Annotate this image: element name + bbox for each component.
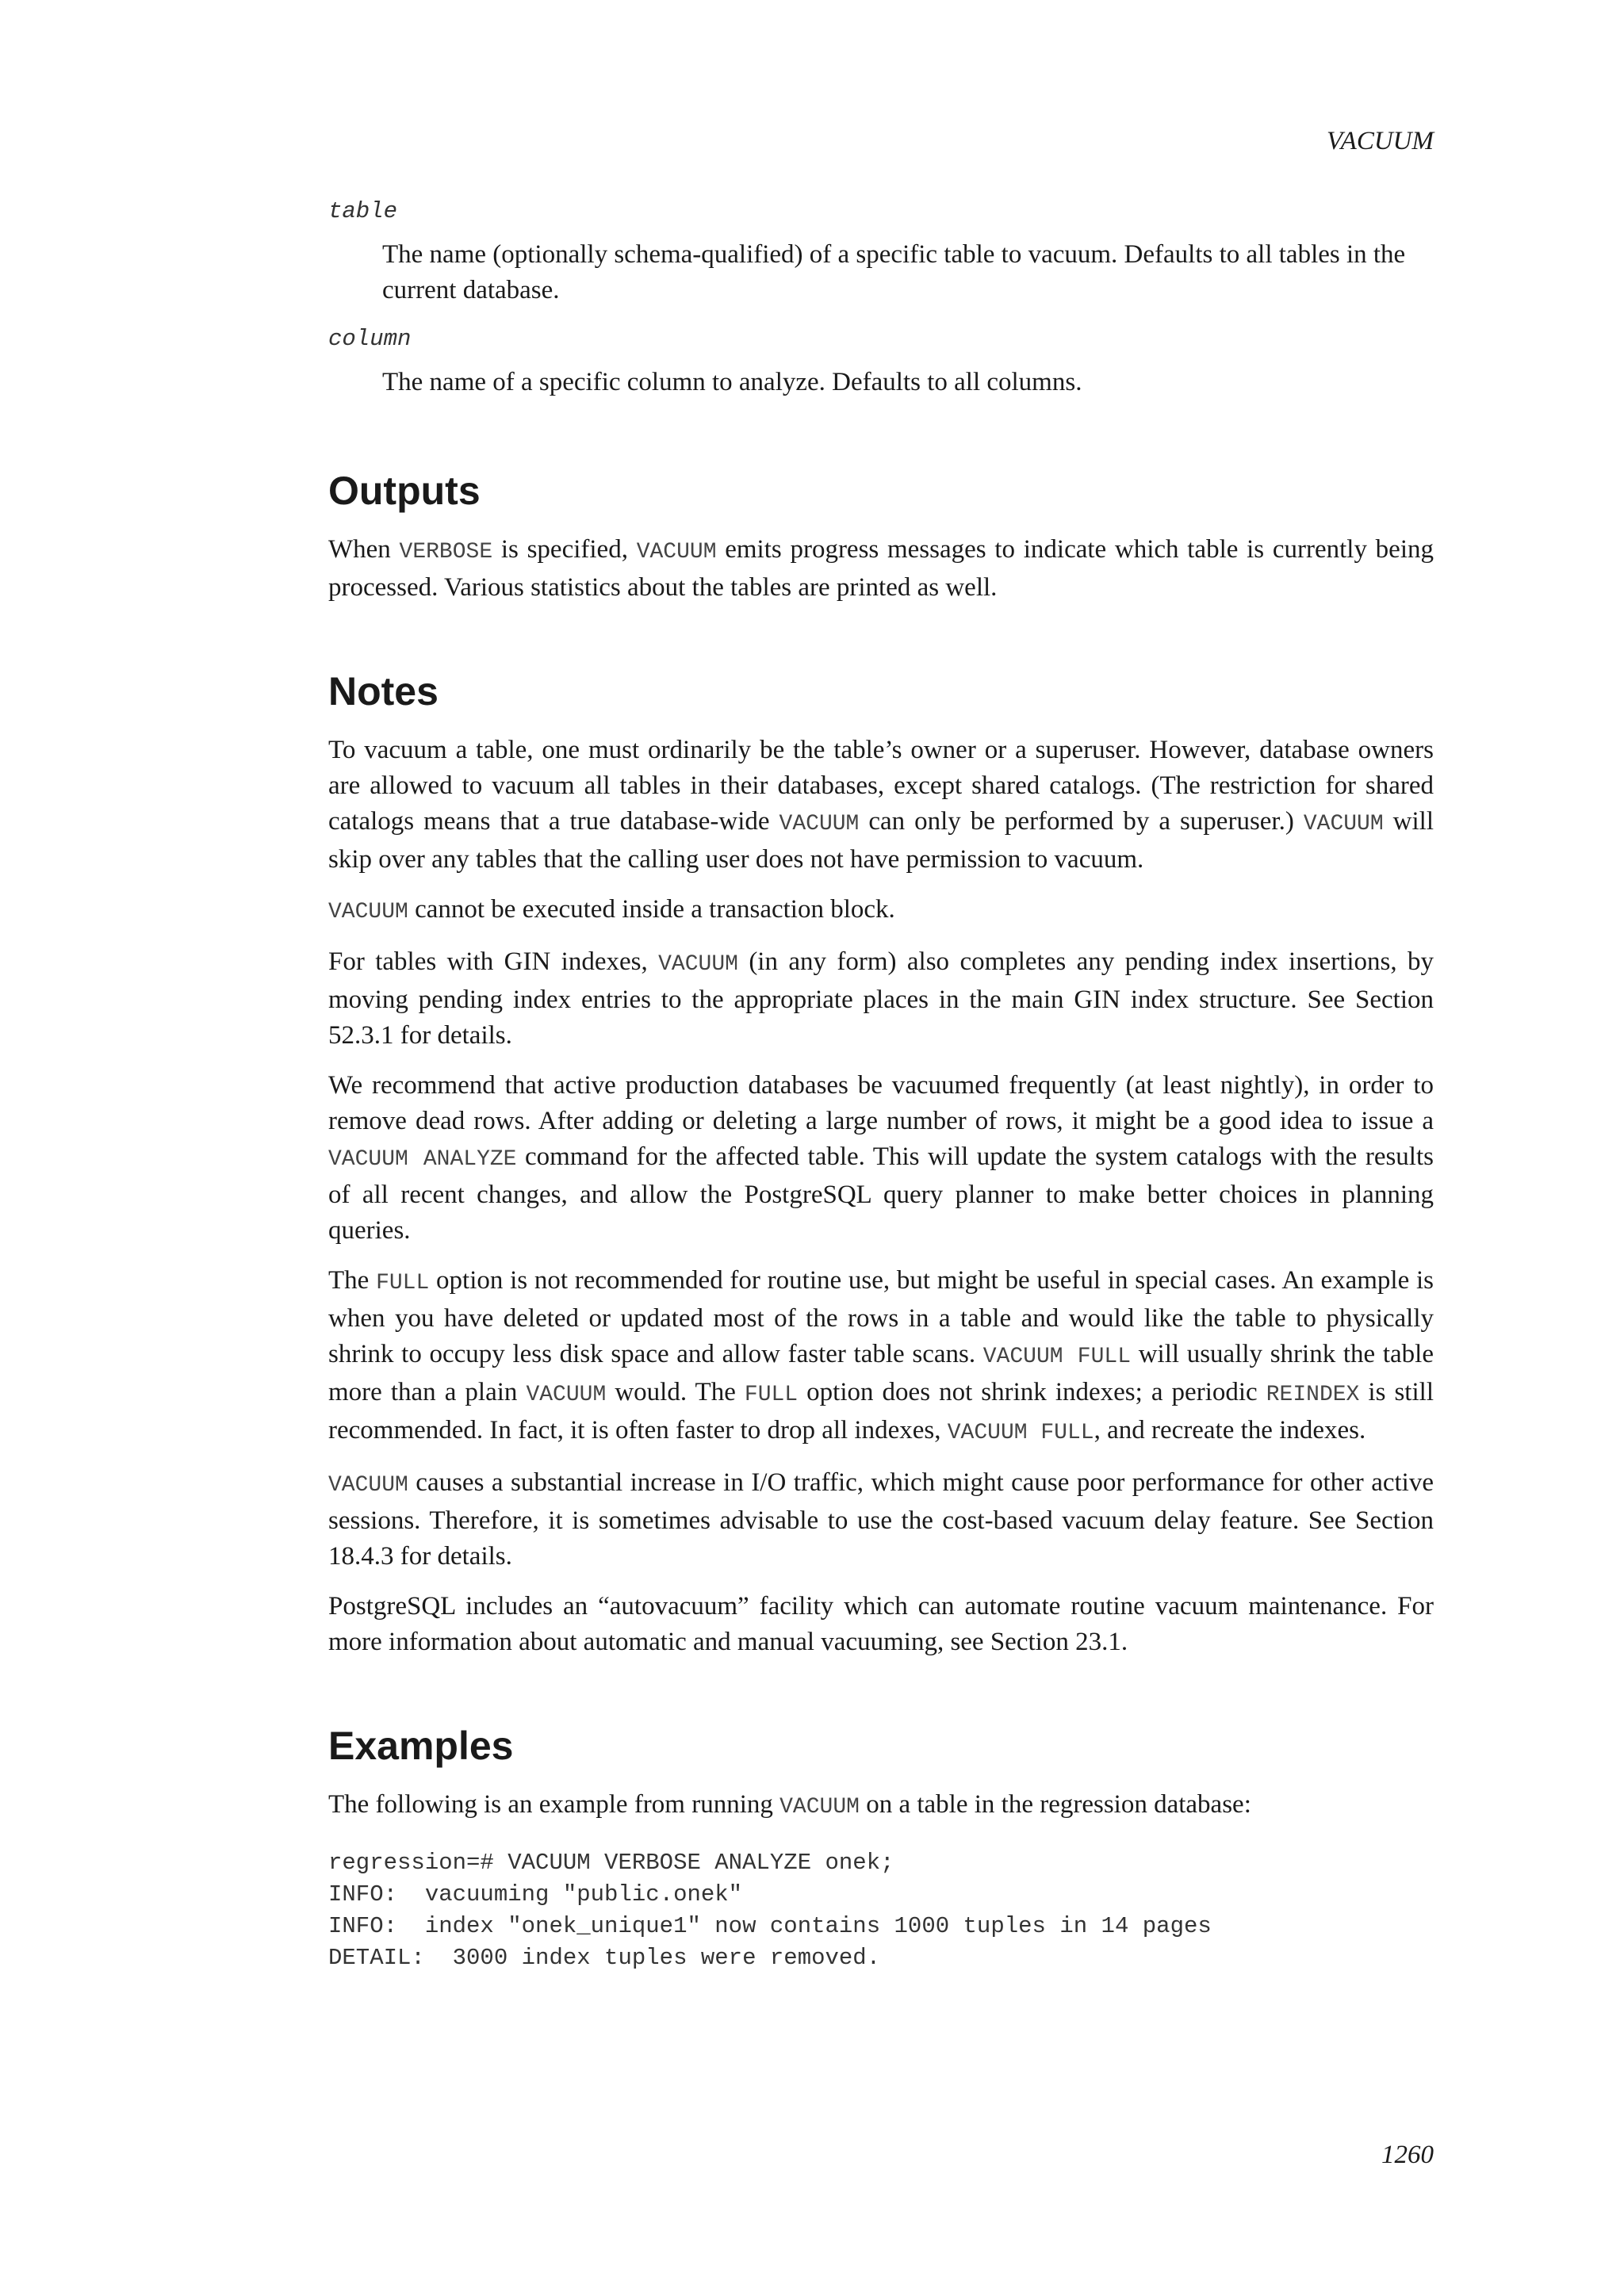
code-line: INFO: index "onek_unique1" now contains 1000 tuples in 14 pages	[328, 1913, 1212, 1939]
param-term-table: table	[328, 198, 398, 224]
page-number: 1260	[1381, 2141, 1434, 2169]
examples-heading: Examples	[328, 1724, 514, 1768]
outputs-paragraph: When VERBOSE is specified, VACUUM emits progress messages to indicate which table is currently being processed. Various statistics about the tables are printed as well.	[328, 535, 1434, 602]
notes-paragraph-3: For tables with GIN indexes, VACUUM (in any form) also completes any pending index insertions, by moving pending index entries to the appropriate places in the main GIN index structure. See Section 52.3.1 for details.	[328, 947, 1434, 1050]
examples-paragraph: The following is an example from running VACUUM on a table in the regression database:	[328, 1790, 1251, 1820]
notes-paragraph-1: To vacuum a table, one must ordinarily be the table’s owner or a superuser. However, database owners are allowed to vacuum all tables in their databases, except shared catalogs. (The restriction for shared catalogs means that a true database-wide VACUUM can only be performed by a superuser.) VACUUM will skip over any tables that the calling user does not have permission to vacuum.	[328, 736, 1434, 874]
notes-heading: Notes	[328, 669, 439, 714]
outputs-heading: Outputs	[328, 469, 481, 513]
param-desc-table: The name (optionally schema-qualified) of a specific table to vacuum. Defaults to all tables in the current database.	[382, 240, 1406, 304]
notes-paragraph-5: The FULL option is not recommended for routine use, but might be useful in special cases. An example is when you have deleted or updated most of the rows in a table and would like the table to physically shrink to occupy less disk space and allow faster table scans. VACUUM FULL will usually shrink the table more than a plain VACUUM would. The FULL option does not shrink indexes; a periodic REINDEX is still recommended. In fact, it is often faster to drop all indexes, VACUUM FULL, and recreate the indexes.	[328, 1266, 1434, 1445]
notes-paragraph-4: We recommend that active production databases be vacuumed frequently (at least nightly), in order to remove dead rows. After adding or deleting a large number of rows, it might be a good idea to issue a VACUUM ANALYZE command for the affected table. This will update the system catalogs with the results of all recent changes, and allow the PostgreSQL query planner to make better choices in planning queries.	[328, 1071, 1434, 1245]
code-line: DETAIL: 3000 index tuples were removed.	[328, 1945, 881, 1971]
code-line: regression=# VACUUM VERBOSE ANALYZE onek;	[328, 1850, 894, 1876]
notes-paragraph-2: VACUUM cannot be executed inside a transaction block.	[328, 895, 895, 924]
param-desc-column: The name of a specific column to analyze. Defaults to all columns.	[382, 368, 1082, 396]
running-header: VACUUM	[1326, 127, 1434, 155]
code-line: INFO: vacuuming "public.onek"	[328, 1881, 743, 1908]
param-term-column: column	[328, 326, 412, 352]
example-code-block	[328, 1847, 1434, 1974]
notes-paragraph-7: PostgreSQL includes an “autovacuum” facility which can automate routine vacuum maintenance. For more information about automatic and manual vacuuming, see Section 23.1.	[328, 1592, 1434, 1656]
page-content	[328, 198, 1434, 1974]
notes-paragraph-6: VACUUM causes a substantial increase in I/O traffic, which might cause poor performance for other active sessions. Therefore, it is sometimes advisable to use the cost-based vacuum delay feature. See Section 18.4.3 for details.	[328, 1468, 1434, 1571]
